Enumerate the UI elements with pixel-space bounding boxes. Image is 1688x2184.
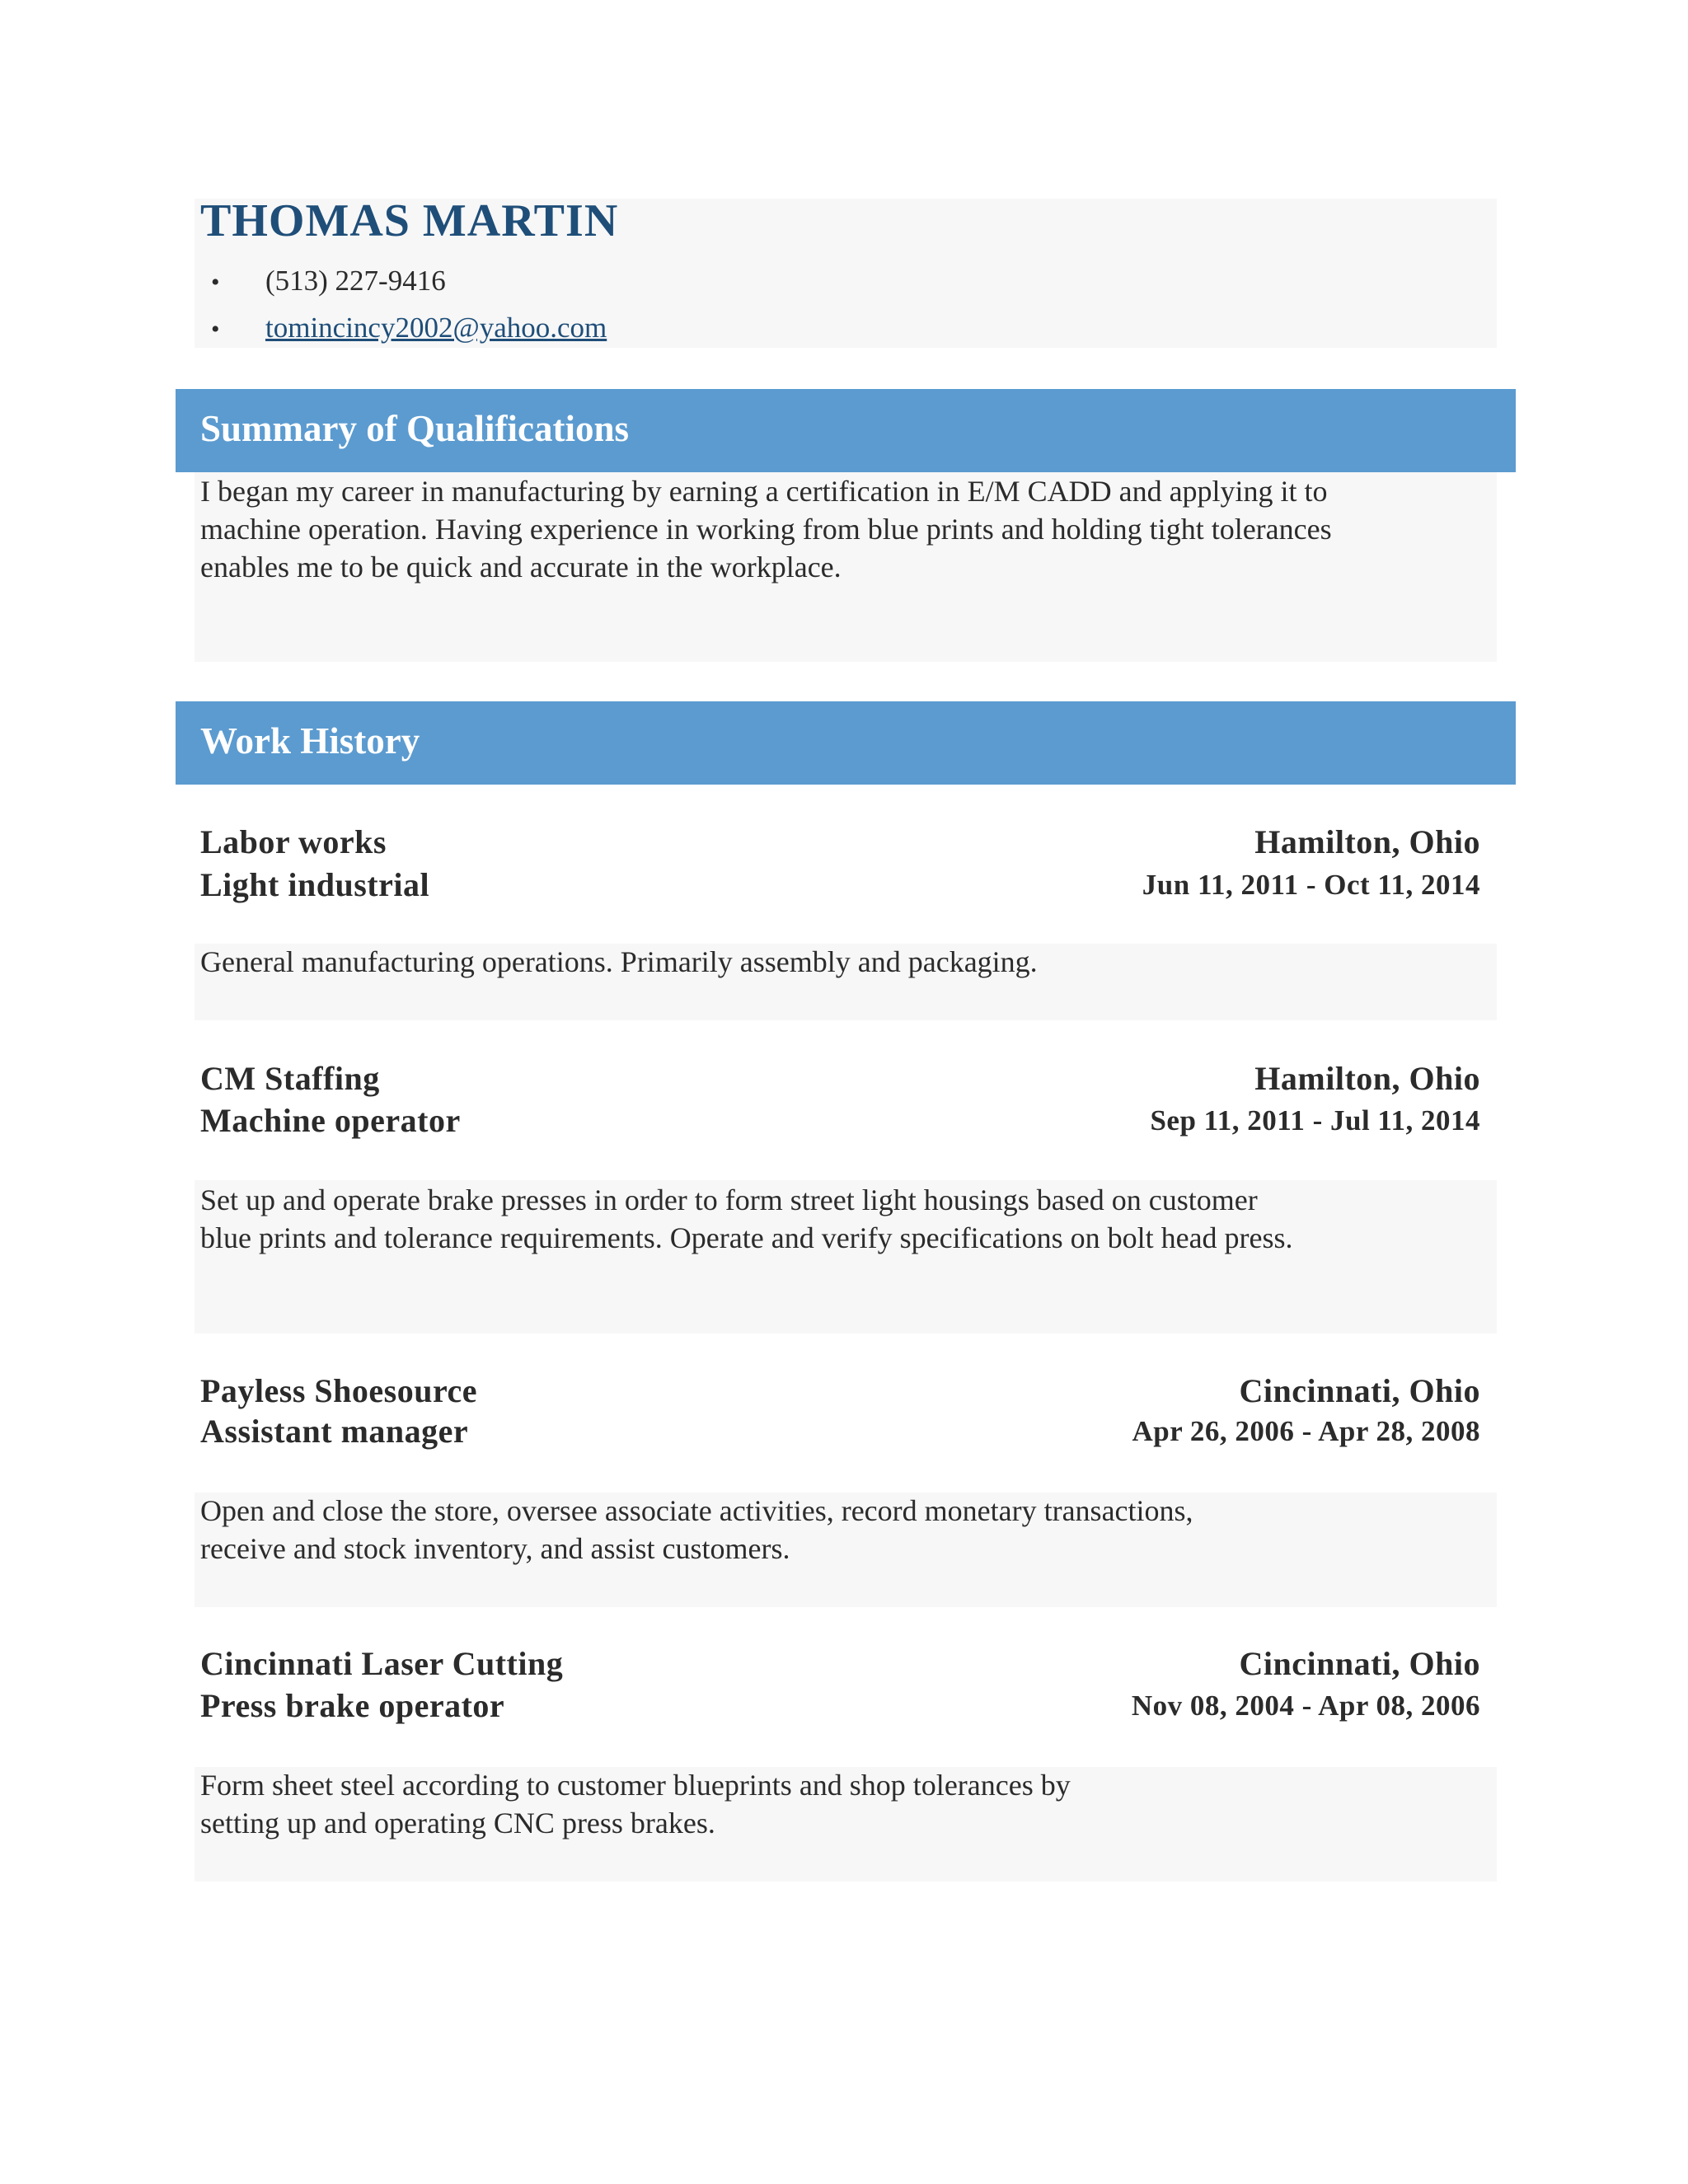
job-location: Cincinnati, Ohio — [1239, 1645, 1480, 1682]
summary-line: enables me to be quick and accurate in the workplace. — [200, 551, 842, 583]
job-role: Assistant manager — [200, 1413, 469, 1450]
job-dates: Sep 11, 2011 - Jul 11, 2014 — [1150, 1104, 1480, 1137]
job-role: Press brake operator — [200, 1687, 505, 1724]
summary-line: I began my career in manufacturing by earning a certification in E/M CADD and applying it to — [200, 475, 1328, 508]
summary-line: machine operation. Having experience in working from blue prints and holding tight tolerances — [200, 513, 1332, 546]
job-role: Machine operator — [200, 1102, 461, 1139]
job-company: CM Staffing — [200, 1060, 380, 1097]
work-history-section-header — [176, 701, 1516, 785]
bullet-icon: • — [211, 316, 220, 343]
bullet-icon: • — [211, 269, 220, 296]
summary-section-title: Summary of Qualifications — [200, 408, 630, 449]
summary-section-header — [176, 389, 1516, 472]
job-description-line: Set up and operate brake presses in order to form street light housings based on customer — [200, 1183, 1258, 1216]
job-description — [200, 1492, 1193, 1568]
job-description-line: General manufacturing operations. Primarily assembly and packaging. — [200, 945, 1038, 978]
job-location: Cincinnati, Ohio — [1239, 1372, 1480, 1409]
job-description — [200, 943, 1038, 981]
job-description-line: blue prints and tolerance requirements. Operate and verify specifications on bolt head press. — [200, 1221, 1293, 1254]
job-company: Payless Shoesource — [200, 1372, 478, 1409]
job-description-line: Open and close the store, oversee associate activities, record monetary transactions, — [200, 1494, 1193, 1527]
phone-item — [211, 265, 446, 298]
work-history-section-title: Work History — [200, 720, 420, 762]
job-description-line: Form sheet steel according to customer blueprints and shop tolerances by — [200, 1769, 1071, 1802]
summary-text — [200, 472, 1456, 586]
job-description-line: receive and stock inventory, and assist customers. — [200, 1532, 790, 1565]
job-company: Labor works — [200, 823, 387, 860]
job-dates: Apr 26, 2006 - Apr 28, 2008 — [1132, 1415, 1480, 1447]
job-dates: Nov 08, 2004 - Apr 08, 2006 — [1131, 1690, 1480, 1722]
candidate-name: THOMAS MARTIN — [200, 195, 619, 246]
job-company: Cincinnati Laser Cutting — [200, 1645, 564, 1682]
job-location: Hamilton, Ohio — [1254, 823, 1480, 860]
job-description-line: setting up and operating CNC press brakes. — [200, 1807, 715, 1840]
phone-number: (513) 227-9416 — [265, 265, 446, 297]
email-item — [211, 312, 607, 344]
job-description — [200, 1766, 1071, 1842]
email-link[interactable]: tomincincy2002@yahoo.com — [265, 312, 607, 344]
job-dates: Jun 11, 2011 - Oct 11, 2014 — [1142, 869, 1480, 901]
job-location: Hamilton, Ohio — [1254, 1060, 1480, 1097]
job-role: Light industrial — [200, 866, 430, 903]
job-description — [200, 1181, 1293, 1257]
